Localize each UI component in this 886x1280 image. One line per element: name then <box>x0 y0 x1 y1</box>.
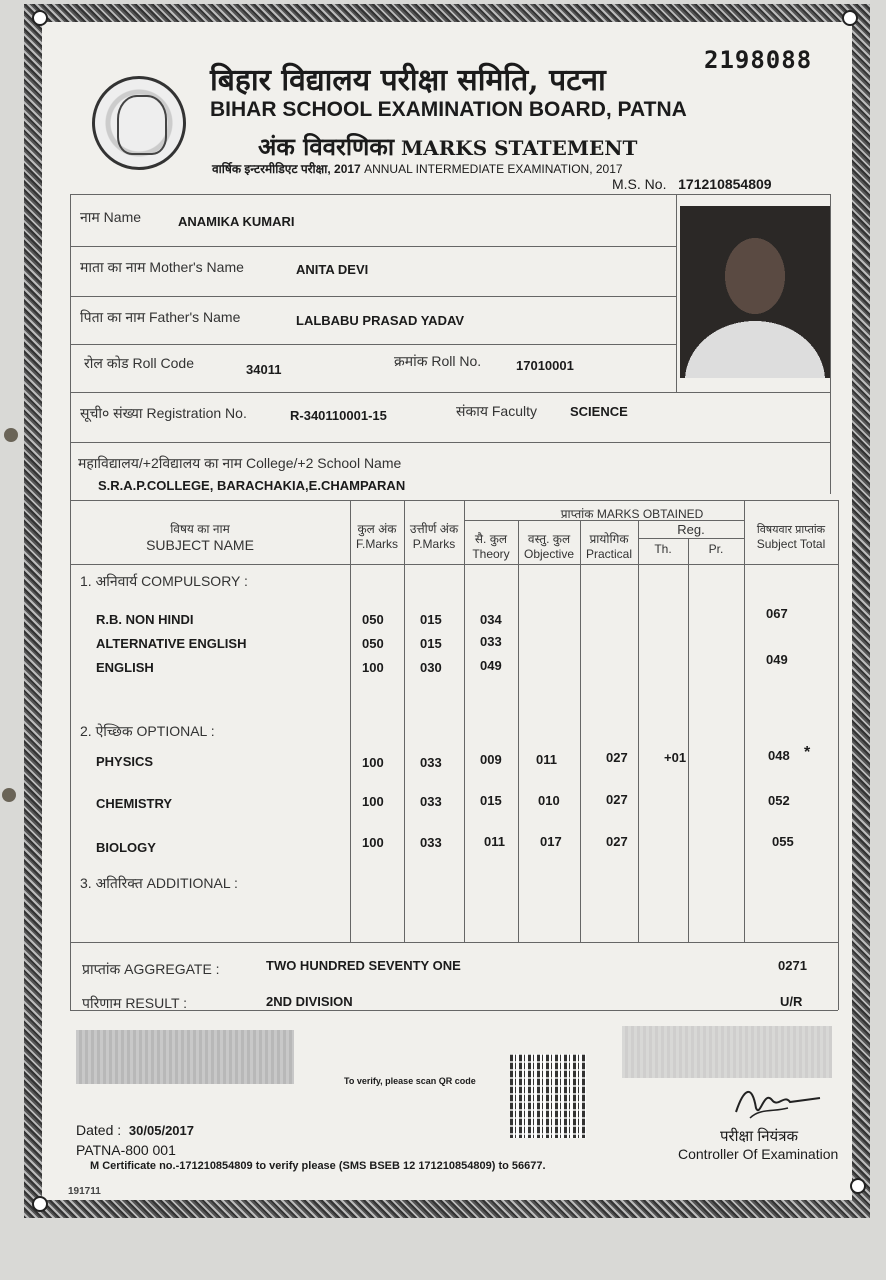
fmarks-cell: 050 <box>362 612 384 627</box>
subject-name: ALTERNATIVE ENGLISH <box>96 636 247 651</box>
roll-no: 17010001 <box>516 358 574 373</box>
redacted-area <box>76 1030 294 1084</box>
student-name: ANAMIKA KUMARI <box>178 214 295 229</box>
theory-cell: 049 <box>480 658 502 673</box>
corner-rivet-icon <box>850 1178 866 1194</box>
corner-rivet-icon <box>32 1196 48 1212</box>
aggregate-value: 0271 <box>778 958 807 973</box>
corner-rivet-icon <box>842 10 858 26</box>
corner-rivet-icon <box>32 10 48 26</box>
result-label: परिणाम RESULT : <box>82 995 188 1011</box>
objective-header: वस्तु. कुल Objective <box>523 532 575 561</box>
serial-number: 2198088 <box>704 46 813 74</box>
verify-instruction: To verify, please scan QR code <box>344 1076 476 1086</box>
punch-hole-icon <box>4 428 18 442</box>
exam-title <box>212 160 623 177</box>
redacted-area <box>622 1026 832 1078</box>
registration-no: R-340110001-15 <box>290 408 387 423</box>
registration-label: सूची० संख्या Registration No. <box>80 405 247 421</box>
compulsory-section-label: 1. अनिवार्य COMPULSORY : <box>80 573 248 589</box>
father-name-label: पिता का नाम Father's Name <box>80 309 241 325</box>
dated-value: 30/05/2017 <box>128 1123 194 1138</box>
pmarks-cell: 033 <box>420 794 442 809</box>
practical-header: प्रायोगिक Practical <box>585 532 632 561</box>
pmarks-cell: 015 <box>420 612 442 627</box>
subject-name: ENGLISH <box>96 660 154 675</box>
result-value: 2ND DIVISION <box>266 994 353 1009</box>
signature-icon <box>730 1078 826 1122</box>
theory-header: सै. कुल Theory <box>472 532 510 561</box>
place: PATNA-800 001 <box>76 1142 176 1158</box>
mother-name: ANITA DEVI <box>296 262 369 277</box>
statement-title <box>258 130 637 163</box>
subject-total-cell: 067 <box>766 606 788 621</box>
pmarks-cell: 033 <box>420 835 442 850</box>
subject-name: PHYSICS <box>96 754 154 769</box>
footer-code: 191711 <box>68 1186 101 1197</box>
objective-cell: 010 <box>538 793 560 808</box>
subject-total-cell: 049 <box>766 652 788 667</box>
theory-cell: 009 <box>480 752 502 767</box>
college-label: महाविद्यालय/+2विद्यालय का नाम College/+2 School Name <box>78 455 402 471</box>
fmarks-cell: 100 <box>362 835 384 850</box>
subject-total-header: विषयवार प्राप्तांक Subject Total <box>756 524 826 551</box>
objective-cell: 011 <box>536 752 557 767</box>
subject-total-cell: 048 <box>768 748 790 763</box>
subject-name: R.B. NON HINDI <box>96 612 194 627</box>
fmarks-cell: 100 <box>362 755 384 770</box>
board-title-english: BIHAR SCHOOL EXAMINATION BOARD, PATNA <box>210 98 687 121</box>
college-name: S.R.A.P.COLLEGE, BARACHAKIA,E.CHAMPARAN <box>98 478 406 493</box>
roll-code-label: रोल कोड Roll Code <box>84 355 194 371</box>
controller-english: Controller Of Examination <box>678 1146 839 1162</box>
exam-title-hindi: वार्षिक इन्टरमीडिएट परीक्षा, 2017 <box>212 162 361 176</box>
pmarks-cell: 030 <box>420 660 442 675</box>
reg-pr-header: Pr. <box>708 542 724 556</box>
subject-name: BIOLOGY <box>96 840 156 855</box>
name-label: नाम Name <box>80 209 142 225</box>
punch-hole-icon <box>2 788 16 802</box>
additional-section-label: 3. अतिरिक्त ADDITIONAL : <box>80 875 238 891</box>
ms-no <box>612 176 772 192</box>
reg-th-header: Th. <box>654 542 672 556</box>
subject-total-cell: 052 <box>768 793 790 808</box>
ms-no-label: M.S. No. <box>612 176 667 192</box>
board-title-hindi: बिहार विद्यालय परीक्षा समिति, पटना <box>210 63 606 98</box>
practical-cell: 027 <box>606 834 628 849</box>
fmarks-header: कुल अंक F.Marks <box>356 522 398 551</box>
faculty-label: संकाय Faculty <box>456 403 537 419</box>
pmarks-header: उत्तीर्ण अंक P.Marks <box>409 522 459 551</box>
ms-no-value: 171210854809 <box>678 176 772 192</box>
aggregate-label: प्राप्तांक AGGREGATE : <box>82 961 220 977</box>
reg-th-cell: +01 <box>664 750 687 765</box>
subject-total-cell: 055 <box>772 834 794 849</box>
theory-cell: 034 <box>480 612 502 627</box>
theory-cell: 033 <box>480 634 502 649</box>
faculty: SCIENCE <box>570 404 628 419</box>
fmarks-cell: 050 <box>362 636 384 651</box>
exam-title-english: ANNUAL INTERMEDIATE EXAMINATION, 2017 <box>364 162 623 176</box>
statement-title-english: MARKS STATEMENT <box>401 136 638 160</box>
roll-no-label: क्रमांक Roll No. <box>394 353 482 369</box>
reg-header: Reg. <box>677 522 705 537</box>
pmarks-cell: 033 <box>420 755 442 770</box>
fmarks-cell: 100 <box>362 794 384 809</box>
aggregate-words: TWO HUNDRED SEVENTY ONE <box>266 958 461 973</box>
father-name: LALBABU PRASAD YADAV <box>296 313 465 328</box>
dated-label: Dated : <box>76 1122 122 1138</box>
marks-obtained-header: प्राप्तांक MARKS OBTAINED <box>560 507 704 521</box>
dated <box>76 1122 194 1138</box>
subject-name: CHEMISTRY <box>96 796 173 811</box>
result-code: U/R <box>780 994 803 1009</box>
theory-cell: 015 <box>480 793 502 808</box>
student-photo <box>680 206 830 378</box>
pmarks-cell: 015 <box>420 636 442 651</box>
practical-cell: 027 <box>606 792 628 807</box>
roll-code: 34011 <box>246 362 282 377</box>
optional-section-label: 2. ऐच्छिक OPTIONAL : <box>80 723 215 739</box>
certificate-note: M Certificate no.-171210854809 to verify please (SMS BSEB 12 171210854809) to 56677. <box>90 1160 546 1172</box>
objective-cell: 017 <box>540 834 562 849</box>
qr-code-icon[interactable] <box>510 1054 586 1138</box>
asterisk-mark: * <box>804 744 811 761</box>
mother-name-label: माता का नाम Mother's Name <box>80 259 244 275</box>
practical-cell: 027 <box>606 750 628 765</box>
statement-title-hindi: अंक विवरणिका <box>258 132 395 161</box>
board-seal-icon <box>92 76 186 170</box>
subject-header: विषय का नाम SUBJECT NAME <box>146 522 254 553</box>
fmarks-cell: 100 <box>362 660 384 675</box>
theory-cell: 011 <box>484 834 505 849</box>
controller-hindi: परीक्षा नियंत्रक <box>720 1128 799 1145</box>
